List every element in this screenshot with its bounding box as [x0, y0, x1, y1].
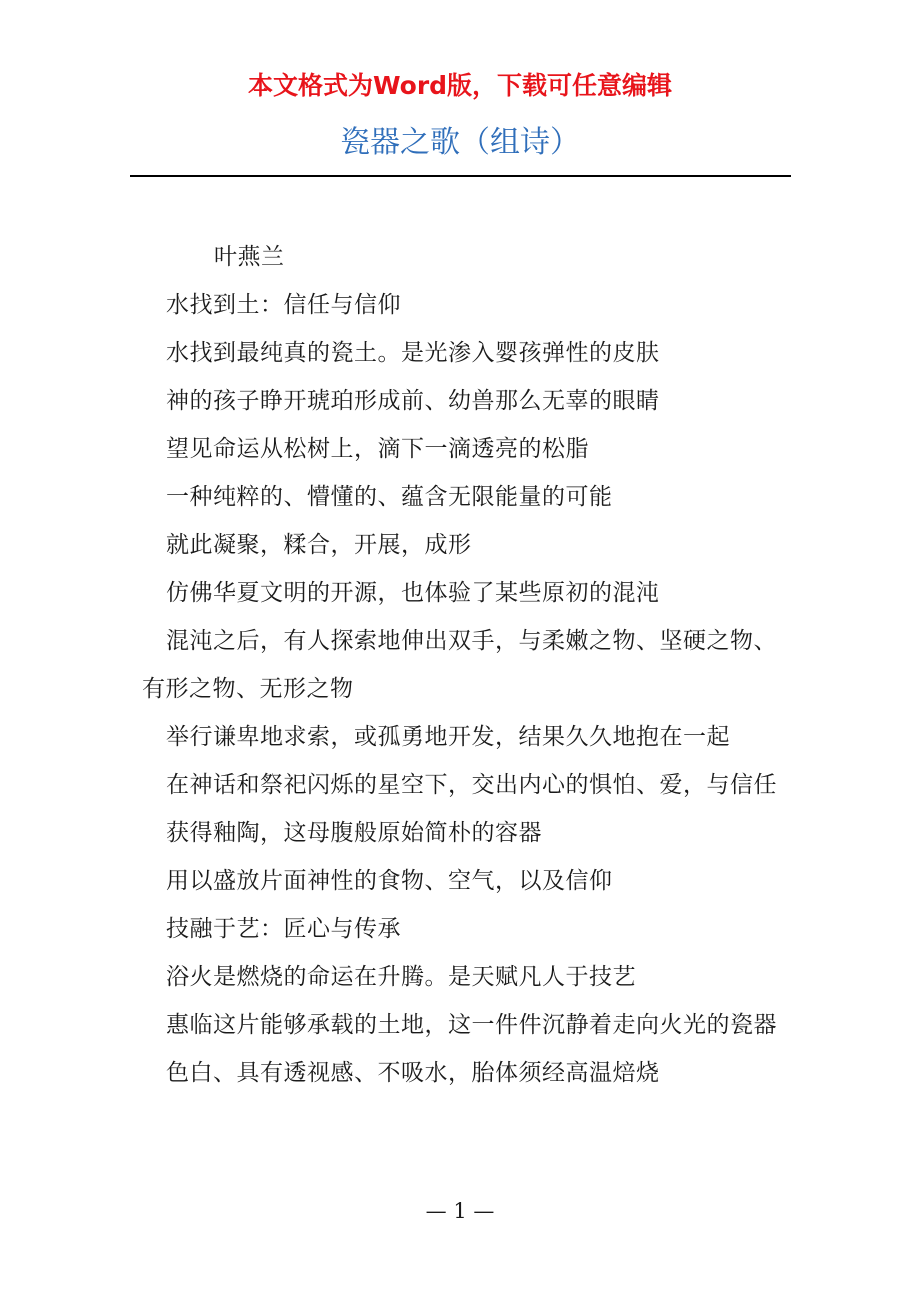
- poem-line: 一种纯粹的、懵懂的、蕴含无限能量的可能: [166, 484, 613, 510]
- poem-line: 水找到最纯真的瓷土。是光渗入婴孩弹性的皮肤: [166, 340, 660, 366]
- poem-line: 浴火是燃烧的命运在升腾。是天赋凡人于技艺: [166, 964, 636, 990]
- poem-line: 色白、具有透视感、不吸水，胎体须经高温焙烧: [166, 1060, 660, 1086]
- poem-line: 在神话和祭祀闪烁的星空下，交出内心的惧怕、爱，与信任: [166, 772, 777, 798]
- download-notice: 本文格式为Word版，下载可任意编辑: [247, 71, 673, 100]
- author-name: 叶燕兰: [214, 244, 285, 270]
- poem-line: 神的孩子睁开琥珀形成前、幼兽那么无辜的眼睛: [166, 388, 660, 414]
- poem-line: 惠临这片能够承载的土地，这一件件沉静着走向火光的瓷器: [166, 1012, 777, 1038]
- poem-line: 仿佛华夏文明的开源，也体验了某些原初的混沌: [166, 580, 660, 606]
- poem-line: 举行谦卑地求索，或孤勇地开发，结果久久地抱在一起: [166, 724, 730, 750]
- page-number: — 1 —: [425, 1199, 495, 1223]
- poem-line: 获得釉陶，这母腹般原始简朴的容器: [166, 820, 542, 846]
- document-title: 瓷器之歌（组诗）: [340, 125, 580, 160]
- poem-line: 就此凝聚，糅合，开展，成形: [166, 532, 472, 558]
- poem-line: 混沌之后，有人探索地伸出双手，与柔嫩之物、坚硬之物、有形之物、无形之物: [142, 628, 777, 702]
- poem-body: [142, 233, 790, 1097]
- header-divider: [130, 175, 791, 177]
- poem-line: 技融于艺：匠心与传承: [166, 916, 401, 942]
- poem-line: 水找到土：信任与信仰: [166, 292, 401, 318]
- poem-line: 望见命运从松树上，滴下一滴透亮的松脂: [166, 436, 589, 462]
- poem-line: 用以盛放片面神性的食物、空气，以及信仰: [166, 868, 613, 894]
